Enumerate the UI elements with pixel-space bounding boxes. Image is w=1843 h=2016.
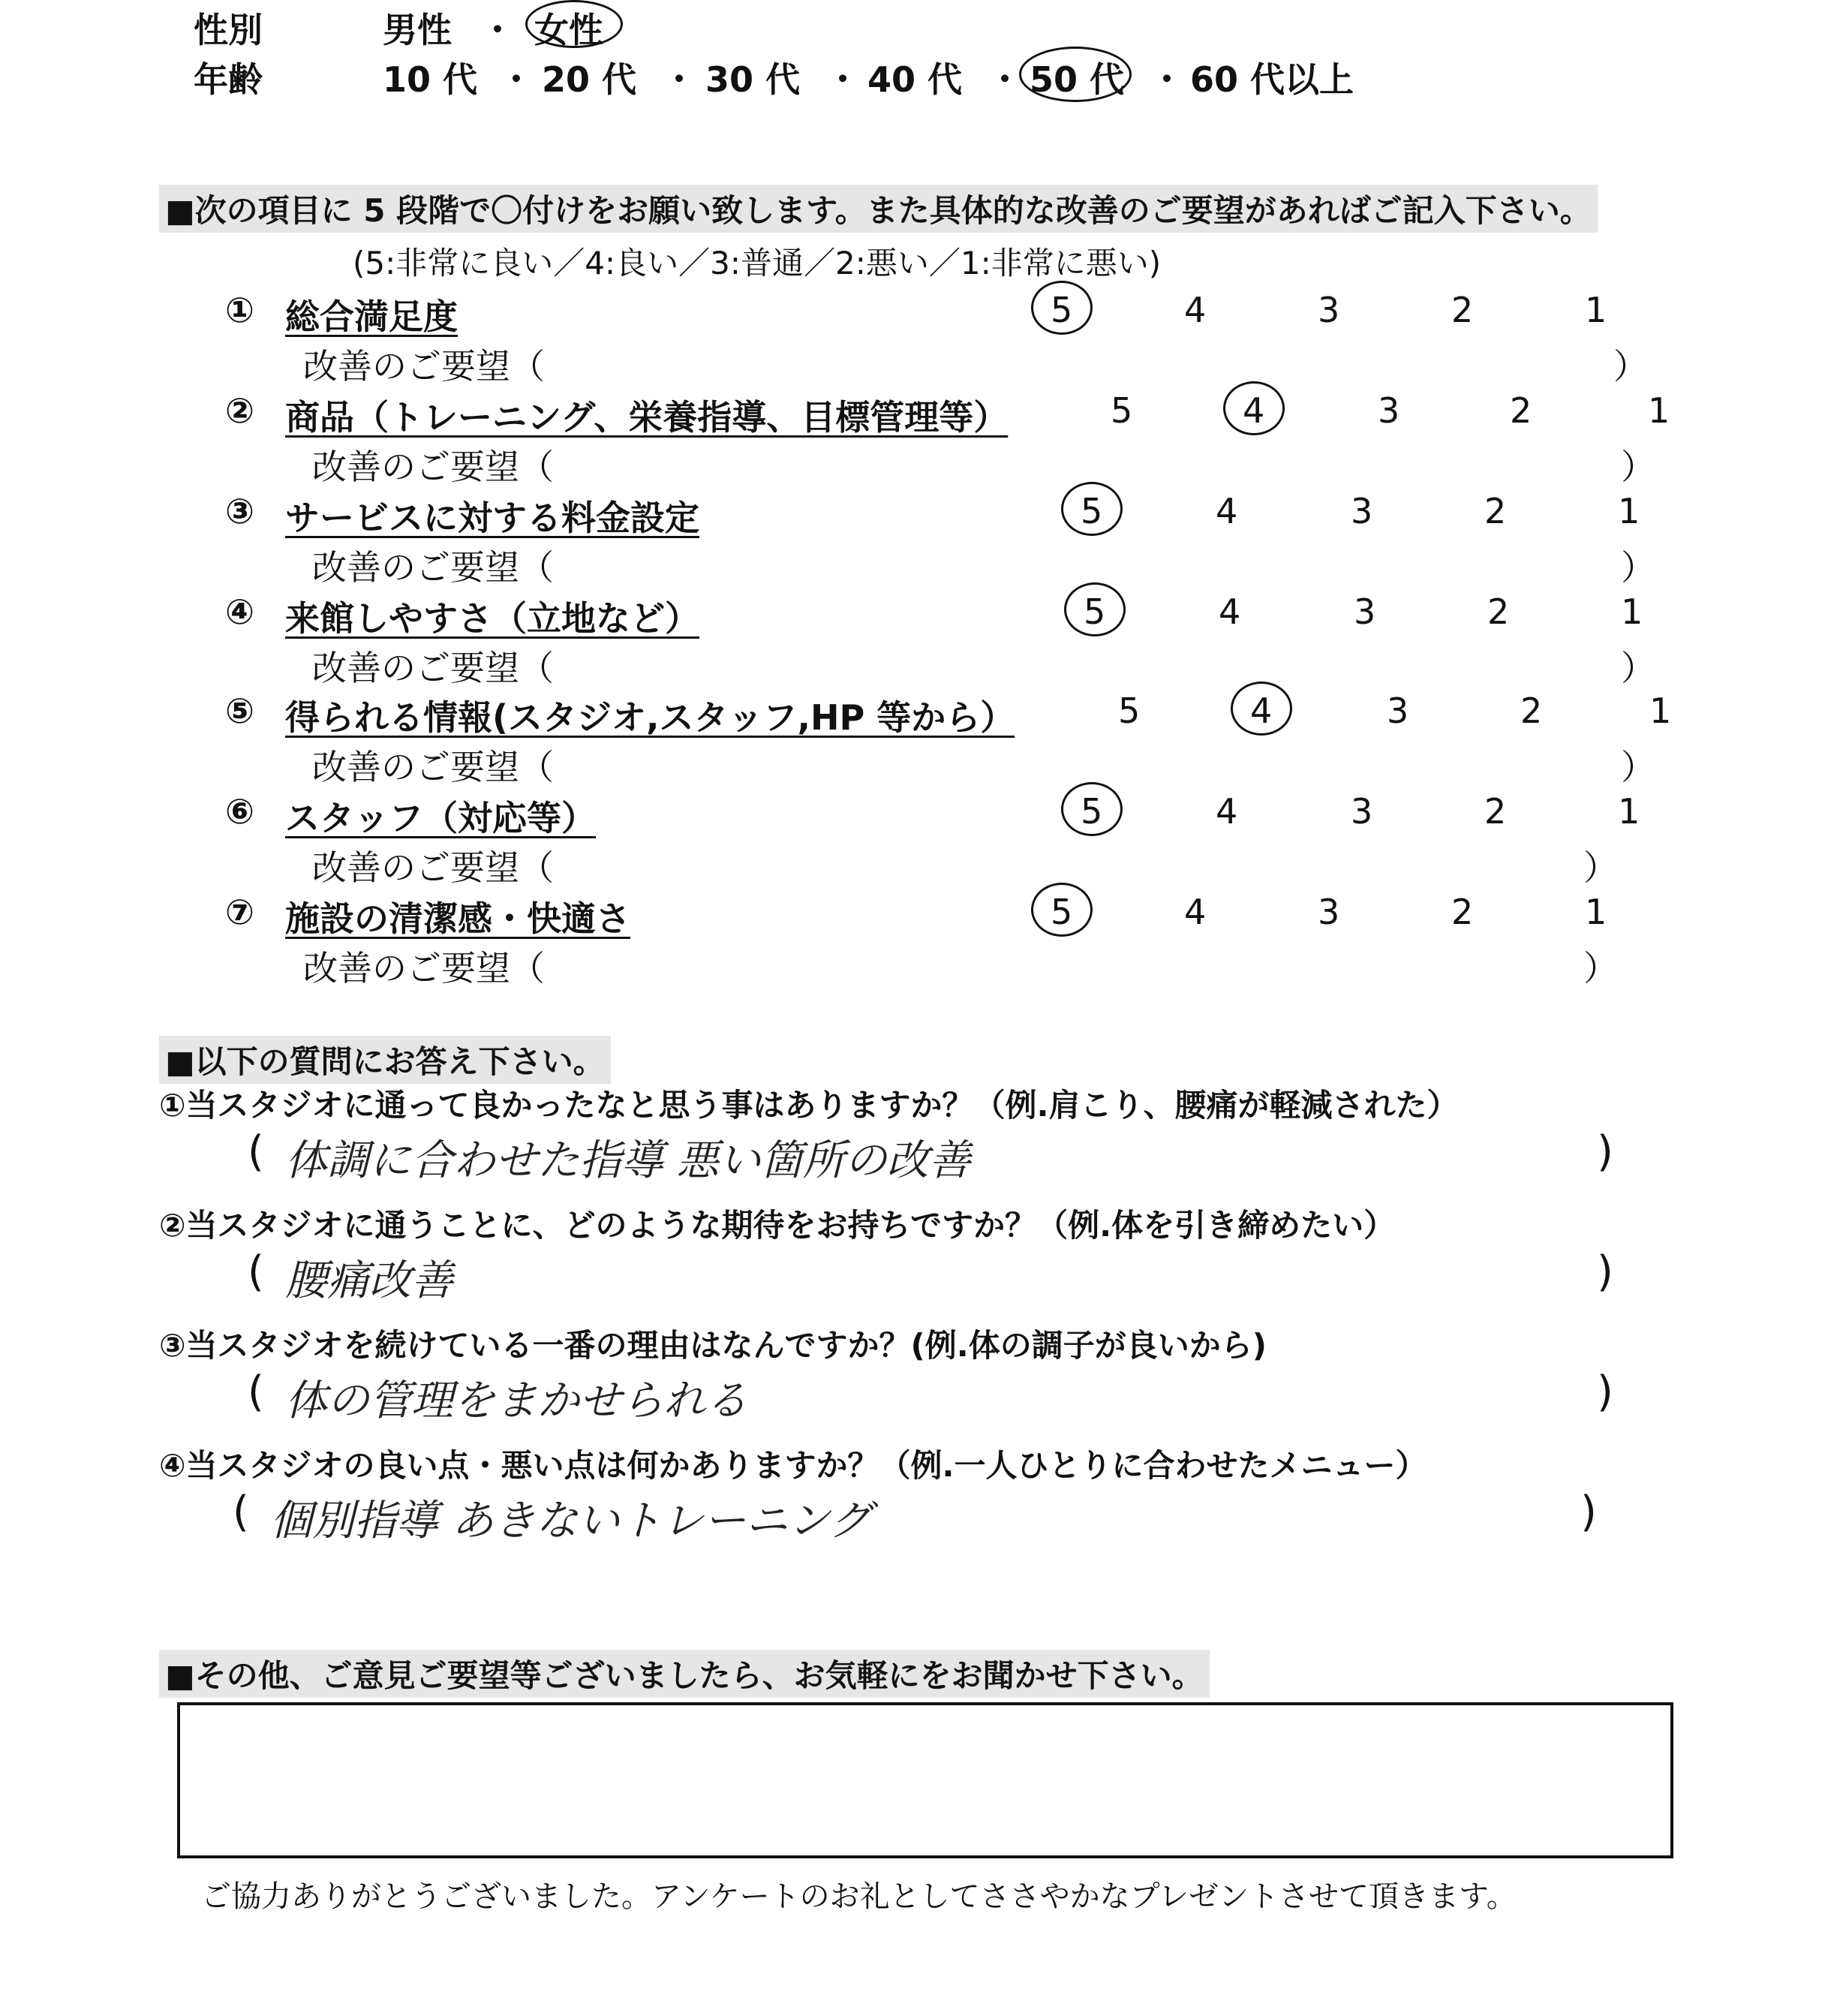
rating-selected-circle xyxy=(1064,582,1126,636)
rating-score-option[interactable]: 5 xyxy=(1084,591,1106,632)
age-separator: ・ xyxy=(825,59,860,100)
rating-score-option[interactable]: 3 xyxy=(1351,791,1373,832)
questions-section-title: ■以下の質問にお答え下さい。 xyxy=(159,1036,611,1084)
improvement-request-label: 改善のご要望（ xyxy=(312,648,554,688)
rating-item-number: ① xyxy=(225,290,254,330)
comment-text xyxy=(180,1705,1670,1735)
improvement-request-close-paren: ） xyxy=(1621,648,1655,688)
rating-score-option[interactable]: 4 xyxy=(1184,892,1207,932)
improvement-request-label: 改善のご要望（ xyxy=(312,747,554,787)
improvement-request-label: 改善のご要望（ xyxy=(312,547,554,588)
rating-score-option[interactable]: 5 xyxy=(1118,691,1141,731)
handwritten-answer: 体調に合わせた指導 悪い箇所の改善 xyxy=(285,1136,971,1185)
question-text: ①当スタジオに通って良かったなと思う事はありますか？（例.肩こり、腰痛が軽減された） xyxy=(159,1087,1459,1124)
rating-score-option[interactable]: 5 xyxy=(1111,390,1133,431)
rating-score-option[interactable]: 1 xyxy=(1649,691,1672,731)
age-selected-circle xyxy=(1019,47,1132,102)
improvement-request-label: 改善のご要望（ xyxy=(312,847,554,888)
answer-open-paren: ( xyxy=(248,1368,264,1416)
rating-item-number: ⑦ xyxy=(225,892,254,932)
rating-selected-circle xyxy=(1223,381,1285,435)
question-text: ②当スタジオに通うことに、どのような期待をお持ちですか？（例.体を引き締めたい） xyxy=(159,1207,1396,1244)
rating-score-option[interactable]: 3 xyxy=(1351,491,1373,531)
rating-selected-circle xyxy=(1031,883,1093,937)
thanks-message: ご協力ありがとうございました。アンケートのお礼としてささやかなプレゼントさせて頂きます。 xyxy=(201,1879,1517,1914)
rating-score-option[interactable]: 1 xyxy=(1621,591,1643,632)
gender-female-circle xyxy=(525,0,623,48)
age-label: 年齢 xyxy=(194,59,263,100)
rating-selected-circle xyxy=(1061,782,1123,836)
rating-score-option[interactable]: 3 xyxy=(1354,591,1376,632)
rating-score-option[interactable]: 1 xyxy=(1618,491,1640,531)
rating-score-option[interactable]: 4 xyxy=(1216,791,1238,832)
rating-item-number: ③ xyxy=(225,491,254,531)
rating-score-option[interactable]: 5 xyxy=(1051,892,1073,932)
scale-note: (5:非常に良い／4:良い／3:普通／2:悪い／1:非常に悪い) xyxy=(353,245,1162,281)
question-text: ④当スタジオの良い点・悪い点は何かありますか？（例.一人ひとりに合わせたメニュー） xyxy=(159,1447,1427,1484)
handwritten-answer: 個別指導 あきないトレーニング xyxy=(270,1497,871,1545)
rating-score-option[interactable]: 1 xyxy=(1585,290,1607,330)
answer-open-paren: ( xyxy=(248,1127,264,1176)
improvement-request-close-paren: ） xyxy=(1621,547,1655,588)
improvement-request-close-paren: ） xyxy=(1621,747,1655,787)
rating-score-option[interactable]: 4 xyxy=(1216,491,1238,531)
age-separator: ・ xyxy=(1150,59,1184,100)
rating-score-option[interactable]: 1 xyxy=(1648,390,1670,431)
rating-item-label: 来館しやすさ（立地など） xyxy=(285,598,699,639)
age-option[interactable]: 40 代 xyxy=(867,59,963,100)
question-text: ③当スタジオを続けている一番の理由はなんですか？(例.体の調子が良いから) xyxy=(159,1327,1267,1364)
improvement-request-label: 改善のご要望（ xyxy=(303,346,545,387)
age-option[interactable]: 10 代 xyxy=(383,59,478,100)
rating-score-option[interactable]: 1 xyxy=(1585,892,1607,932)
rating-selected-circle xyxy=(1031,281,1093,335)
rating-score-option[interactable]: 5 xyxy=(1081,491,1103,531)
rating-score-option[interactable]: 4 xyxy=(1243,390,1265,431)
comment-box[interactable] xyxy=(177,1702,1673,1858)
age-separator: ・ xyxy=(662,59,696,100)
improvement-request-close-paren: ） xyxy=(1613,346,1648,387)
rating-score-option[interactable]: 3 xyxy=(1318,892,1340,932)
rating-selected-circle xyxy=(1061,482,1123,536)
gender-label: 性別 xyxy=(194,10,263,50)
rating-score-option[interactable]: 5 xyxy=(1081,791,1103,832)
age-separator: ・ xyxy=(499,59,534,100)
answer-open-paren: ( xyxy=(248,1247,264,1296)
rating-item-number: ④ xyxy=(225,591,254,632)
rating-score-option[interactable]: 3 xyxy=(1318,290,1340,330)
rating-score-option[interactable]: 4 xyxy=(1184,290,1207,330)
rating-score-option[interactable]: 2 xyxy=(1484,791,1507,832)
age-option[interactable]: 20 代 xyxy=(542,59,637,100)
rating-score-option[interactable]: 5 xyxy=(1051,290,1073,330)
rating-item-label: 総合満足度 xyxy=(285,296,458,337)
rating-score-option[interactable]: 1 xyxy=(1618,791,1640,832)
rating-item-label: スタッフ（対応等） xyxy=(285,798,596,838)
age-option[interactable]: 30 代 xyxy=(705,59,801,100)
rating-item-label: 商品（トレーニング、栄養指導、目標管理等） xyxy=(285,397,1009,438)
rating-score-option[interactable]: 3 xyxy=(1387,691,1409,731)
handwritten-answer: 体の管理をまかせられる xyxy=(285,1377,747,1425)
rating-score-option[interactable]: 2 xyxy=(1451,290,1474,330)
handwritten-answer: 腰痛改善 xyxy=(285,1256,453,1305)
rating-selected-circle xyxy=(1231,682,1292,736)
rating-score-option[interactable]: 2 xyxy=(1510,390,1532,431)
rating-item-label: 得られる情報(スタジオ,スタッフ,HP 等から） xyxy=(285,697,1015,738)
rating-item-number: ⑤ xyxy=(225,691,254,731)
gender-female[interactable]: 女性 xyxy=(534,10,603,50)
rating-score-option[interactable]: 3 xyxy=(1378,390,1400,431)
answer-close-paren: ) xyxy=(1597,1247,1613,1296)
age-separator: ・ xyxy=(988,59,1022,100)
gender-male[interactable]: 男性 xyxy=(383,10,452,50)
improvement-request-label: 改善のご要望（ xyxy=(312,447,554,487)
improvement-request-close-paren: ） xyxy=(1583,948,1618,988)
rating-section-title: ■次の項目に 5 段階で〇付けをお願い致します。また具体的な改善のご要望があればご記入下さい。 xyxy=(159,185,1598,233)
age-option[interactable]: 50 代 xyxy=(1030,59,1125,100)
improvement-request-close-paren: ） xyxy=(1583,847,1618,888)
rating-item-label: 施設の清潔感・快適さ xyxy=(285,898,630,939)
rating-item-label: サービスに対する料金設定 xyxy=(285,498,699,538)
other-section-title: ■その他、ご意見ご要望等ございましたら、お気軽にをお聞かせ下さい。 xyxy=(159,1650,1210,1698)
age-option[interactable]: 60 代以上 xyxy=(1190,59,1354,100)
improvement-request-label: 改善のご要望（ xyxy=(303,948,545,988)
answer-close-paren: ) xyxy=(1597,1127,1613,1176)
rating-item-number: ② xyxy=(225,390,254,431)
answer-close-paren: ) xyxy=(1580,1488,1597,1536)
rating-item-number: ⑥ xyxy=(225,791,254,832)
gender-dot: ・ xyxy=(480,10,515,50)
rating-score-option[interactable]: 2 xyxy=(1520,691,1543,731)
rating-score-option[interactable]: 2 xyxy=(1484,491,1507,531)
rating-score-option[interactable]: 2 xyxy=(1487,591,1510,632)
improvement-request-close-paren: ） xyxy=(1621,447,1655,487)
rating-score-option[interactable]: 4 xyxy=(1219,591,1241,632)
answer-open-paren: ( xyxy=(233,1488,249,1536)
answer-close-paren: ) xyxy=(1597,1368,1613,1416)
rating-score-option[interactable]: 4 xyxy=(1250,691,1273,731)
rating-score-option[interactable]: 2 xyxy=(1451,892,1474,932)
